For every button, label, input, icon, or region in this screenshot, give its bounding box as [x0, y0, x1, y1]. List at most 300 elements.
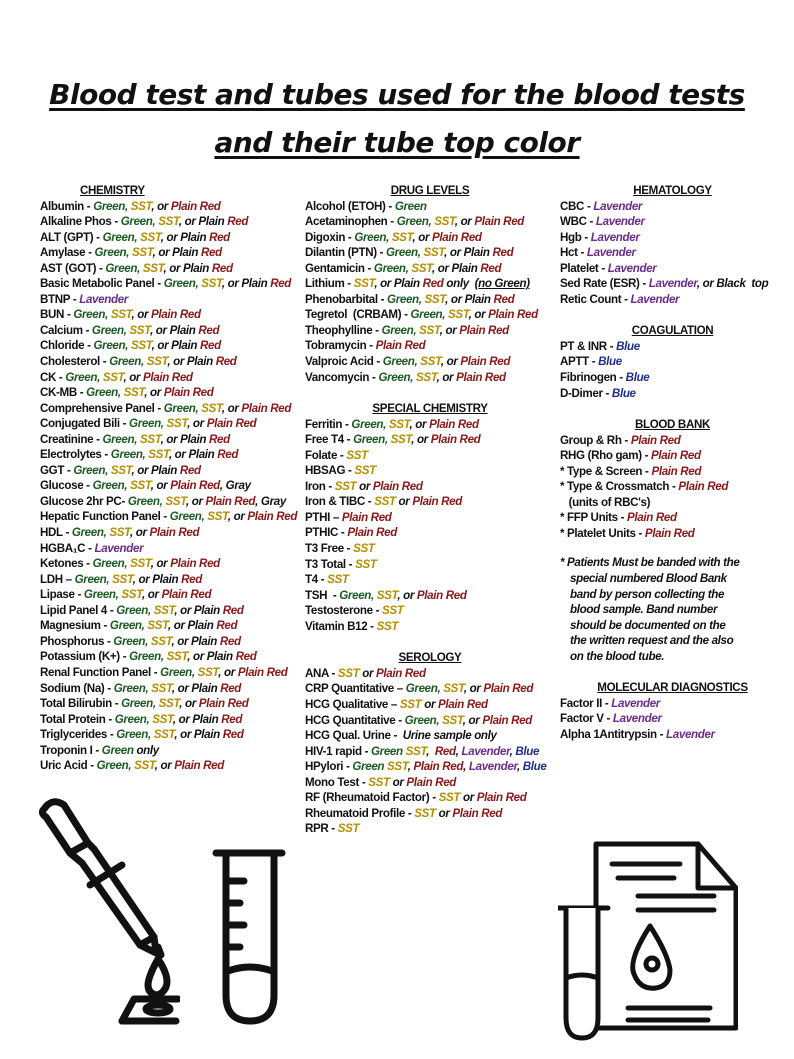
column-hematology-bank [560, 183, 785, 743]
test-row [40, 681, 298, 697]
test-tube-icon [210, 845, 290, 1030]
tube-color: SST [424, 292, 446, 306]
tube-color: , or Plain [168, 448, 218, 462]
tube-color: SST [355, 557, 377, 571]
tube-color: only [136, 743, 159, 757]
test-row [40, 307, 298, 323]
test-row [305, 479, 555, 495]
separator: - [669, 480, 679, 494]
tube-color: Red [221, 712, 243, 726]
test-name: * FFP Units [560, 511, 618, 525]
tube-color: Lavender [94, 541, 144, 555]
test-name: Sodium (Na) [40, 681, 105, 695]
test-name: HCG Qualitative [305, 697, 389, 711]
tube-color: , [407, 760, 414, 774]
test-name: Hepatic Function Panel [40, 510, 161, 524]
separator: - [343, 760, 353, 774]
separator: - [376, 246, 387, 260]
tube-color: Lavender [611, 696, 660, 710]
separator: - [317, 573, 328, 587]
tube-color: Red [208, 432, 230, 446]
tube-color: SST [354, 464, 376, 478]
separator: - [85, 541, 95, 555]
test-name: Troponin I [40, 743, 93, 757]
separator: - [581, 230, 591, 244]
separator: - [76, 386, 87, 400]
tube-color: SST [158, 215, 179, 229]
test-row [40, 354, 298, 370]
tube-color: SST [142, 261, 164, 275]
tube-color: Red [270, 277, 292, 291]
tube-color: Green, [93, 339, 131, 353]
separator: - [82, 323, 92, 337]
test-name: Comprehensive Panel [40, 401, 155, 415]
tube-color: Red [493, 292, 515, 306]
section-header: COAGULATION [631, 324, 714, 338]
tube-color: SST [353, 277, 375, 291]
tube-color: Green, [102, 432, 140, 446]
tube-color: Lavender [79, 292, 128, 306]
tube-color: Green, [169, 510, 208, 524]
tube-color: SST [151, 681, 172, 695]
separator: - [119, 650, 130, 664]
tube-color: Green, [387, 292, 425, 306]
tube-color: , or [144, 386, 164, 400]
test-name: GGT [40, 463, 65, 477]
tube-color: SST [376, 619, 399, 633]
test-row [305, 494, 555, 510]
test-row [305, 354, 555, 370]
tube-color: , or [412, 230, 432, 244]
separator: - [325, 479, 335, 493]
tube-color: , or Plain [151, 339, 200, 353]
pipette-slide-icon [30, 795, 180, 1030]
separator: - [111, 697, 122, 711]
test-name: Tegretol (CRBAM) [305, 308, 402, 322]
test-name: LDH [40, 572, 63, 586]
tube-color: Plain Red [241, 401, 292, 415]
tube-color: SST [166, 650, 188, 664]
test-row [560, 711, 785, 727]
test-name: PTHIC [305, 526, 339, 540]
separator: - [64, 308, 74, 322]
tube-color: Red [492, 246, 514, 260]
tube-color: Green, [96, 759, 135, 773]
test-name: PT & INR [560, 339, 607, 353]
separator: - [372, 323, 382, 337]
test-name: (units of RBC's) [560, 495, 651, 509]
tube-color: , or [154, 759, 175, 773]
test-row [560, 464, 785, 480]
separator: - [621, 292, 631, 306]
separator: - [621, 433, 631, 447]
tube-color: Red [222, 728, 244, 742]
test-name: Creatinine [40, 432, 94, 446]
tube-color: SST [150, 634, 172, 648]
separator: - [327, 588, 340, 602]
tube-color: only [443, 277, 475, 291]
test-name: Platelet [560, 261, 599, 275]
separator: - [328, 666, 338, 680]
tube-color: , or Plain [131, 463, 180, 477]
tube-color: Plain Red [459, 323, 509, 337]
tube-color: , or [123, 370, 143, 384]
tube-color: , or Plain [172, 712, 222, 726]
tube-color: Green, [83, 588, 122, 602]
section-header: SPECIAL CHEMISTRY [372, 402, 488, 416]
tube-color: Plain Red [247, 510, 298, 524]
tube-color: SST [438, 791, 461, 805]
test-name: HGBA₁C [40, 541, 86, 555]
test-name: RPR [305, 822, 329, 836]
separator: - [56, 370, 66, 384]
test-row [305, 448, 555, 464]
tube-color: Plain Red [341, 510, 392, 524]
blood-bank-note [560, 555, 785, 664]
test-name: T3 Total [305, 557, 346, 571]
test-row [305, 525, 555, 541]
test-name: Glucose [40, 479, 84, 493]
separator: - [361, 744, 371, 758]
tube-color: Red [217, 448, 239, 462]
test-row [305, 759, 555, 775]
tube-color: SST [123, 386, 145, 400]
tube-color: , or [454, 215, 475, 229]
page-subtitle: and their tube top color [214, 126, 580, 159]
tube-color: Lavender [590, 230, 640, 244]
test-row [305, 370, 555, 386]
tube-color: Green, [113, 681, 152, 695]
test-name: CRP Quantitative [305, 682, 394, 696]
separator: - [85, 246, 95, 260]
test-name: Calcium [40, 323, 83, 337]
page-title: Blood test and tubes used for the blood tests [49, 78, 745, 111]
tube-color: SST [131, 339, 152, 353]
test-row [560, 526, 785, 542]
test-row [560, 479, 785, 495]
test-name: Digoxin [305, 230, 346, 244]
tube-color: Plain Red [630, 433, 681, 447]
tube-color: Plain Red [416, 588, 467, 602]
separator: – [393, 682, 406, 696]
separator: - [83, 199, 94, 213]
separator: - [69, 292, 80, 306]
tube-color: Plain Red [651, 449, 701, 463]
tube-color: SST [207, 510, 228, 524]
tube-color: Red [227, 215, 249, 229]
test-name: Triglycerides [40, 728, 107, 742]
tube-color: Red [215, 355, 237, 369]
test-name: Ferritin [305, 417, 343, 431]
tube-color: Green, [86, 386, 124, 400]
tube-color: Blue [598, 355, 622, 369]
test-name: Fibrinogen [560, 371, 617, 385]
test-name: Cholesterol [40, 355, 100, 369]
test-row [305, 806, 555, 822]
tube-color: SST [353, 542, 375, 556]
tube-color: Blue [611, 386, 636, 400]
separator: - [343, 542, 354, 556]
tube-color: , or [185, 494, 206, 508]
tube-color: SST [153, 728, 175, 742]
note-line: blood sample. Band number [570, 603, 718, 617]
tube-color: SST [134, 759, 155, 773]
tube-color: , or [227, 510, 248, 524]
tube-color: Plain Red [483, 682, 534, 696]
tube-color: Blue [625, 371, 650, 385]
section-header: BLOOD BANK [634, 418, 711, 432]
test-row [560, 495, 785, 511]
separator: - [96, 261, 106, 275]
separator: - [105, 712, 115, 726]
tube-color: SST [197, 665, 219, 679]
tube-color: SST [346, 448, 368, 462]
test-row [305, 697, 555, 713]
tube-color: Green, [93, 199, 131, 213]
tube-color: , or Plain [168, 619, 217, 633]
tube-color: Plain Red [406, 775, 457, 789]
test-name: Chloride [40, 339, 85, 353]
tube-color: Lavender [595, 215, 645, 229]
test-row [40, 385, 298, 401]
tube-color: Plain Red [174, 759, 224, 773]
tube-color: , or Plain [150, 323, 199, 337]
test-row [40, 649, 298, 665]
tube-color: SST [130, 557, 151, 571]
tube-color: SST [132, 246, 153, 260]
tube-color: Green, [102, 230, 141, 244]
tube-color: , or Plain [167, 355, 216, 369]
tube-color: , or Plain [445, 292, 494, 306]
separator: - [64, 463, 74, 477]
separator: - [83, 557, 93, 571]
tube-color: , or [397, 588, 417, 602]
test-row [40, 276, 298, 292]
tube-color: , or [440, 355, 461, 369]
separator: - [99, 355, 110, 369]
tube-color: Green, [354, 230, 392, 244]
tube-color: Plain Red [438, 697, 488, 711]
test-name: Alpha 1Antitrypsin [560, 727, 657, 741]
tube-color: SST [130, 479, 151, 493]
separator: - [373, 355, 383, 369]
tube-color: Plain Red [198, 697, 249, 711]
tube-color: , or [436, 370, 457, 384]
test-row [560, 354, 785, 370]
test-row [40, 712, 298, 728]
test-name: Albumin [40, 199, 84, 213]
separator: - [385, 199, 395, 213]
separator: - [372, 604, 383, 618]
test-row [560, 386, 785, 402]
test-row [305, 230, 555, 246]
tube-color: , or Plain [432, 261, 481, 275]
test-name: T3 Free [305, 542, 344, 556]
section-header: HEMATOLOGY [633, 184, 712, 197]
separator: - [405, 806, 415, 820]
test-row [560, 339, 785, 355]
tube-color: Green, [386, 246, 424, 260]
test-row [305, 199, 555, 215]
test-row [560, 230, 785, 246]
separator: - [616, 371, 626, 385]
test-name: Lithium [305, 277, 345, 291]
tube-color: Green, [404, 713, 443, 727]
tube-color: or [356, 479, 373, 493]
tube-color: SST [419, 323, 440, 337]
tube-color: Plain Red [644, 526, 695, 540]
tube-color: SST [158, 697, 180, 711]
tube-color: SST [147, 619, 169, 633]
test-name: Alcohol (ETOH) [305, 199, 386, 213]
column-chemistry [40, 183, 298, 774]
tube-color: Plain Red [372, 479, 423, 493]
tube-color: SST [415, 370, 437, 384]
tube-color: Green, [65, 370, 103, 384]
test-row [305, 261, 555, 277]
test-name: Electrolytes [40, 448, 102, 462]
section-header: DRUG LEVELS [390, 184, 470, 197]
test-row [40, 245, 298, 261]
tube-color: Green, [129, 417, 167, 431]
tube-color: , or [411, 433, 431, 447]
tube-color: SST [390, 433, 412, 447]
test-name: T4 [305, 573, 318, 587]
tube-color: , or Plain [221, 277, 271, 291]
tube-color: Green, [405, 682, 444, 696]
test-name: Ketones [40, 557, 84, 571]
tube-color: Plain Red [151, 308, 201, 322]
tube-color: , [455, 744, 462, 758]
test-row [305, 245, 555, 261]
tube-color: Green, [163, 277, 202, 291]
separator: - [642, 464, 652, 478]
test-row [305, 588, 555, 604]
separator: - [345, 464, 355, 478]
separator: - [92, 743, 102, 757]
test-name: Free T4 [305, 433, 344, 447]
tube-color: , or Plain [178, 215, 228, 229]
tube-color: Red [199, 339, 221, 353]
tube-color: Green, [121, 697, 159, 711]
tube-color: , or Plain [374, 277, 423, 291]
separator: - [160, 510, 170, 524]
tube-color: , Gray [219, 479, 251, 493]
tube-color: , or [696, 277, 717, 291]
separator: - [154, 401, 164, 415]
tube-color: SST [152, 712, 173, 726]
tube-color: Green, [127, 494, 166, 508]
tube-color: SST [387, 760, 408, 774]
test-name: Alkaline Phos [40, 215, 112, 229]
tube-color: Red [222, 603, 244, 617]
separator: - [656, 727, 667, 741]
note-line: special numbered Blood Bank [570, 572, 727, 586]
tube-color: Green, [110, 448, 149, 462]
tube-color: Plain Red [456, 370, 506, 384]
separator: - [74, 588, 84, 602]
test-row [305, 417, 555, 433]
test-name: RF (Rheumatoid Factor) [305, 791, 430, 805]
tube-color: Green, [105, 261, 143, 275]
test-row [560, 433, 785, 449]
test-row [40, 338, 298, 354]
test-row [40, 261, 298, 277]
separator: - [387, 215, 397, 229]
separator: - [603, 712, 613, 726]
test-row [560, 199, 785, 215]
test-row [40, 618, 298, 634]
tube-color: Plain Red [142, 370, 193, 384]
test-name: TSH [305, 588, 328, 602]
tube-color: , Gray [255, 494, 286, 508]
separator: - [364, 261, 374, 275]
separator: - [104, 634, 114, 648]
tube-color: Green [101, 743, 137, 757]
test-row [40, 727, 298, 743]
tube-color: , or [129, 526, 150, 540]
tube-color: Green, [160, 665, 198, 679]
test-row [305, 323, 555, 339]
tube-color: Green [370, 744, 406, 758]
tube-color: SST [109, 526, 130, 540]
test-name: D-Dimer [560, 386, 603, 400]
test-name: WBC [560, 215, 587, 229]
tube-color: Green, [381, 323, 420, 337]
test-name: Factor II [560, 696, 602, 710]
tube-color: Red [422, 277, 444, 291]
tube-color: Green, [73, 308, 111, 322]
test-name: HCG Quantitative [305, 713, 396, 727]
separator: - [111, 215, 121, 229]
tube-color: Red [219, 634, 241, 648]
tube-color: Plain Red [460, 355, 511, 369]
tube-color: Green, [351, 417, 389, 431]
test-name: Folate [305, 448, 338, 462]
tube-color: , or Plain [163, 261, 212, 275]
test-row [305, 557, 555, 573]
test-name: Tobramycin [305, 339, 367, 353]
separator: - [367, 619, 377, 633]
test-row [305, 338, 555, 354]
tube-color: Plain Red [476, 791, 527, 805]
tube-color: Green, [114, 712, 153, 726]
separator: - [154, 277, 164, 291]
tube-color: Plain Red [431, 230, 482, 244]
test-name: PTHI [305, 510, 331, 524]
separator: - [121, 494, 128, 508]
tube-color: Green, [94, 246, 133, 260]
test-row [40, 494, 298, 510]
test-row [40, 556, 298, 572]
tube-color: Blue [522, 760, 547, 774]
separator: - [345, 557, 356, 571]
tube-color: SST [201, 277, 222, 291]
tube-color: SST [448, 308, 469, 322]
test-row [40, 758, 298, 774]
separator: - [390, 729, 403, 743]
test-row [560, 214, 785, 230]
tube-color: Red [209, 230, 230, 244]
tube-color: SST [442, 713, 463, 727]
note-line: * Patients Must be banded with the [560, 556, 740, 570]
test-name: Hgb [560, 230, 582, 244]
test-row [305, 728, 555, 744]
section-header: MOLECULAR DIAGNOSTICS [597, 681, 748, 695]
tube-color: Green [394, 199, 427, 213]
test-row [40, 370, 298, 386]
test-row [305, 744, 555, 760]
